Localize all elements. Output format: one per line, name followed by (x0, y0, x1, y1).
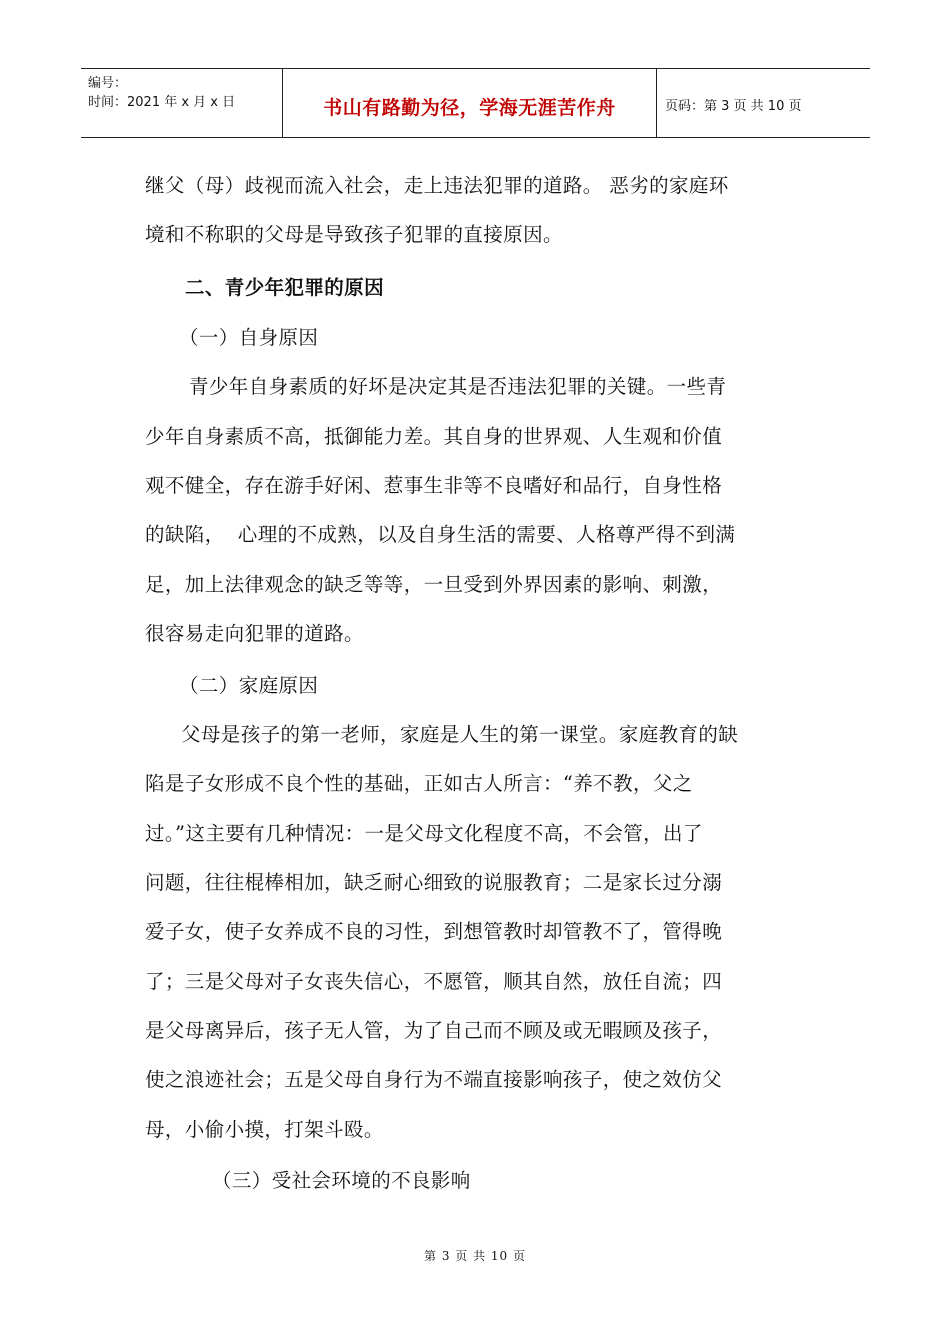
page-footer: 第 3 页 共 10 页 (424, 1249, 526, 1263)
header-motto: 书山有路勤为径，学海无涯苦作舟 (323, 97, 616, 119)
body-line: 少年自身素质不高，抵御能力差。其自身的世界观、人生观和价值 (145, 425, 723, 448)
body-line: 使之浪迹社会；五是父母自身行为不端直接影响孩子，使之效仿父 (145, 1068, 723, 1091)
section-heading: 二、青少年犯罪的原因 (185, 276, 385, 299)
subsection-heading: （三）受社会环境的不良影响 (212, 1169, 471, 1192)
header-meta-cell (81, 69, 283, 137)
body-line: 是父母离异后，孩子无人管，为了自己而不顾及或无暇顾及孩子， (145, 1019, 723, 1042)
body-line: 继父（母）歧视而流入社会，走上违法犯罪的道路。 恶劣的家庭环 (145, 174, 729, 197)
body-line: 过。”这主要有几种情况：一是父母文化程度不高，不会管，出了 (145, 822, 703, 845)
body-line: 了；三是父母对子女丧失信心，不愿管，顺其自然，放任自流；四 (145, 970, 723, 993)
body-line: 父母是孩子的第一老师，家庭是人生的第一课堂。家庭教育的缺 (181, 723, 739, 746)
body-line: 很容易走向犯罪的道路。 (145, 622, 364, 645)
body-line: 青少年自身素质的好坏是决定其是否违法犯罪的关键。一些青 (189, 375, 727, 398)
body-line: 爱子女，使子女养成不良的习性，到想管教时却管教不了，管得晚 (145, 920, 723, 943)
document-header (81, 68, 870, 138)
header-motto-cell (283, 69, 657, 137)
body-line: 陷是子女形成不良个性的基础，正如古人所言：“养不教，父之 (145, 772, 693, 795)
body-line: 观不健全，存在游手好闲、惹事生非等不良嗜好和品行，自身性格 (145, 474, 723, 497)
body-line: 足，加上法律观念的缺乏等等，一旦受到外界因素的影响、刺激， (145, 573, 723, 596)
header-page-cell (657, 69, 870, 137)
document-number-label: 编号： (88, 76, 128, 91)
body-line: 母，小偷小摸，打架斗殴。 (145, 1118, 384, 1141)
body-line: 问题，往往棍棒相加，缺乏耐心细致的说服教育；二是家长过分溺 (145, 871, 723, 894)
header-page-info: 页码：第 3 页 共 10 页 (665, 99, 802, 114)
body-line: 的缺陷， 心理的不成熟，以及自身生活的需要、人格尊严得不到满 (145, 523, 736, 546)
document-date-label: 时间：2021 年 x 月 x 日 (88, 95, 236, 110)
subsection-heading: （一）自身原因 (179, 326, 319, 349)
body-line: 境和不称职的父母是导致孩子犯罪的直接原因。 (145, 223, 563, 246)
subsection-heading: （二）家庭原因 (179, 674, 319, 697)
